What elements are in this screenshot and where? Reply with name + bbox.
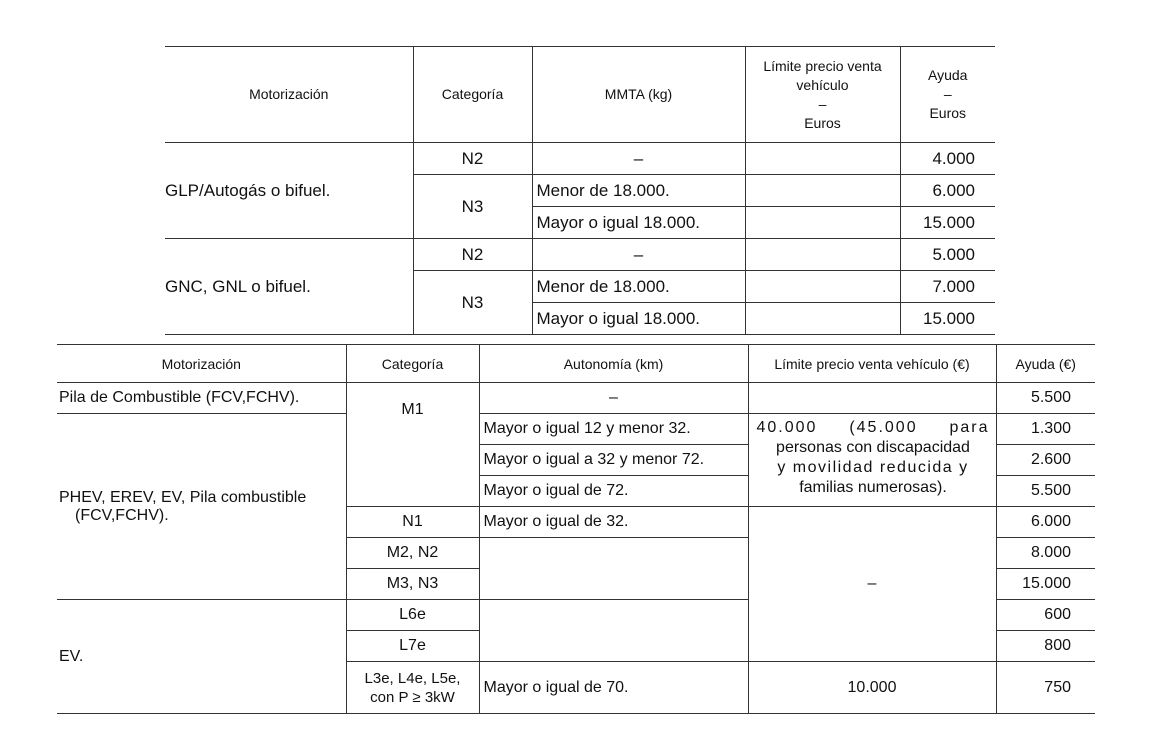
ayuda-cell: 15.000 <box>900 207 995 239</box>
motorizacion-cell <box>57 414 346 600</box>
header-ayuda-line2: – <box>943 86 952 102</box>
ayuda-cell: 5.500 <box>996 383 1095 414</box>
limite-cell <box>745 143 900 175</box>
categoria-cell: N3 <box>413 175 532 239</box>
limite-note-line4: familias numerosas). <box>799 479 947 496</box>
ayudas-table-glp-gnc <box>165 46 995 335</box>
table1-header-row <box>165 47 995 143</box>
mmta-cell: – <box>532 143 745 175</box>
header-limite-precio <box>745 47 900 143</box>
header-limite-line3: – <box>818 95 827 112</box>
header-ayuda-line1: Ayuda <box>928 67 968 83</box>
ayuda-cell: 800 <box>996 631 1095 662</box>
autonomia-cell: Mayor o igual de 72. <box>479 476 748 507</box>
categoria-line2: con P ≥ 3kW <box>370 688 455 706</box>
header-categoria-label: Categoría <box>441 86 504 102</box>
ayuda-cell: 600 <box>996 600 1095 631</box>
ayuda-cell: 1.300 <box>996 414 1095 445</box>
ayuda-cell: 750 <box>996 662 1095 714</box>
limite-note-line3: y movilidad reducida y <box>777 459 969 476</box>
categoria-cell: M1 <box>346 383 479 507</box>
limite-cell: – <box>748 507 996 662</box>
header-autonomia: Autonomía (km) <box>479 345 748 383</box>
header-motorizacion-label: Motorización <box>249 86 329 102</box>
limite-cell <box>745 207 900 239</box>
header-motorizacion <box>165 47 413 143</box>
categoria-cell: M2, N2 <box>346 538 479 569</box>
ayuda-cell: 7.000 <box>900 271 995 303</box>
ayudas-table-electricos <box>57 344 1095 714</box>
motorizacion-cell: GNC, GNL o bifuel. <box>165 239 413 335</box>
limite-cell: 10.000 <box>748 662 996 714</box>
ayuda-cell: 5.000 <box>900 239 995 271</box>
header-ayuda-line3: Euros <box>929 105 967 121</box>
limite-cell <box>748 383 996 414</box>
header-categoria: Categoría <box>346 345 479 383</box>
limite-cell <box>745 239 900 271</box>
limite-note-line1: 40.000 (45.000 para <box>756 419 990 436</box>
limite-cell <box>745 175 900 207</box>
autonomia-cell <box>479 538 748 600</box>
header-motorizacion: Motorización <box>57 345 346 383</box>
motorizacion-cell: Pila de Combustible (FCV,FCHV). <box>57 383 346 414</box>
motorizacion-cell: EV. <box>57 600 346 714</box>
categoria-cell: L6e <box>346 600 479 631</box>
categoria-cell: N2 <box>413 239 532 271</box>
header-limite-line1: Límite precio venta <box>763 57 882 74</box>
categoria-cell: N1 <box>346 507 479 538</box>
header-limite-line2: vehículo <box>796 76 849 93</box>
header-ayuda <box>900 47 995 143</box>
header-limite-line4: Euros <box>804 114 841 131</box>
categoria-cell <box>346 662 479 714</box>
ayuda-cell: 2.600 <box>996 445 1095 476</box>
limite-cell <box>745 303 900 335</box>
autonomia-cell: – <box>479 383 748 414</box>
autonomia-cell: Mayor o igual de 32. <box>479 507 748 538</box>
categoria-cell: N2 <box>413 143 532 175</box>
motorizacion-line2: (FCV,FCHV). <box>75 506 169 524</box>
ayuda-cell: 15.000 <box>996 569 1095 600</box>
autonomia-cell: Mayor o igual a 32 y menor 72. <box>479 445 748 476</box>
mmta-cell: Menor de 18.000. <box>532 271 745 303</box>
header-mmta-label: MMTA (kg) <box>604 86 673 102</box>
ayuda-cell: 6.000 <box>900 175 995 207</box>
categoria-cell: M3, N3 <box>346 569 479 600</box>
header-mmta <box>532 47 745 143</box>
autonomia-cell: Mayor o igual 12 y menor 32. <box>479 414 748 445</box>
categoria-line1: L3e, L4e, L5e, <box>364 669 461 687</box>
autonomia-cell: Mayor o igual de 70. <box>479 662 748 714</box>
header-limite-precio: Límite precio venta vehículo (€) <box>748 345 996 383</box>
ayuda-cell: 15.000 <box>900 303 995 335</box>
ayuda-cell: 6.000 <box>996 507 1095 538</box>
header-ayuda: Ayuda (€) <box>996 345 1095 383</box>
ayuda-cell: 8.000 <box>996 538 1095 569</box>
mmta-cell: Mayor o igual 18.000. <box>532 207 745 239</box>
header-categoria <box>413 47 532 143</box>
mmta-cell: Menor de 18.000. <box>532 175 745 207</box>
motorizacion-line1: PHEV, EREV, EV, Pila combustible <box>59 488 307 506</box>
autonomia-cell <box>479 600 748 662</box>
categoria-cell: N3 <box>413 271 532 335</box>
mmta-cell: Mayor o igual 18.000. <box>532 303 745 335</box>
table-row <box>165 239 995 271</box>
ayuda-cell: 4.000 <box>900 143 995 175</box>
ayuda-cell: 5.500 <box>996 476 1095 507</box>
table2-header-row <box>57 345 1095 383</box>
motorizacion-cell: GLP/Autogás o bifuel. <box>165 143 413 239</box>
table-row <box>57 383 1095 414</box>
limite-note-line2: personas con discapacidad <box>776 439 970 456</box>
limite-cell <box>748 414 996 507</box>
categoria-cell: L7e <box>346 631 479 662</box>
table-row <box>165 143 995 175</box>
limite-cell <box>745 271 900 303</box>
table-row <box>57 414 1095 445</box>
mmta-cell: – <box>532 239 745 271</box>
